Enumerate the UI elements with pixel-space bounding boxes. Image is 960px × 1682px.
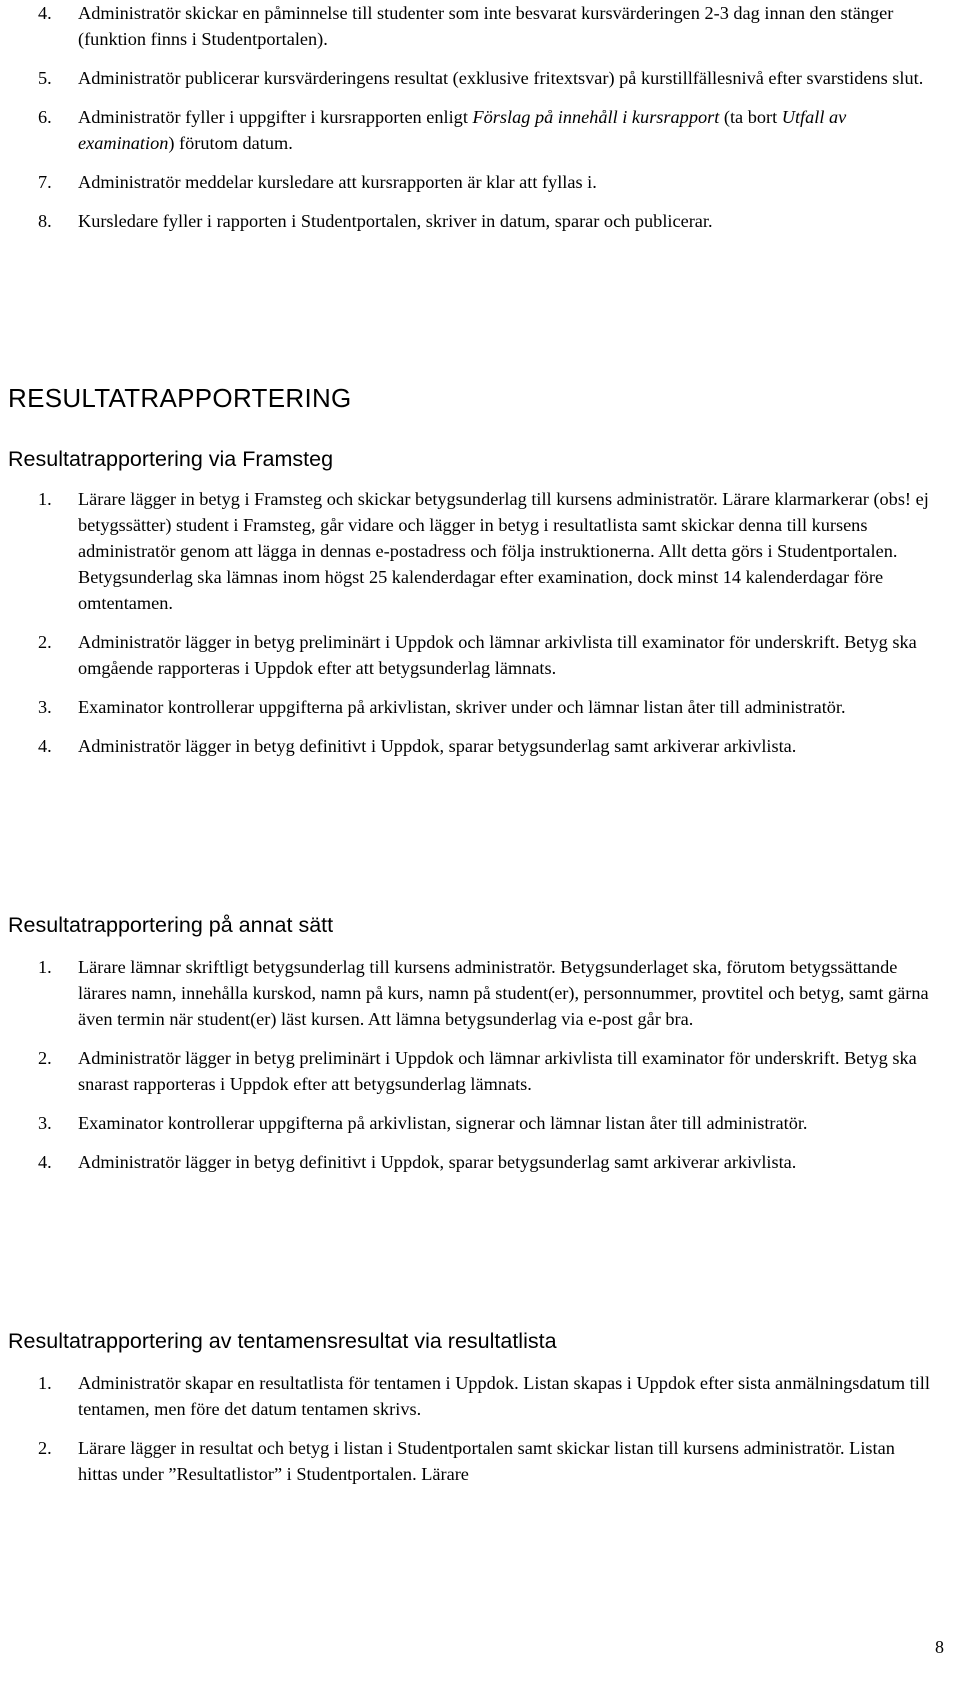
page-number: 8	[935, 1637, 944, 1657]
list-text: Administratör meddelar kursledare att kursrapporten är klar att fyllas i.	[78, 172, 597, 192]
list-text: Examinator kontrollerar uppgifterna på arkivlistan, signerar och lämnar listan åter till administratör.	[78, 1113, 808, 1133]
list-text: Examinator kontrollerar uppgifterna på arkivlistan, skriver under och lämnar listan åter till administratör.	[78, 697, 846, 717]
list-number: 1.	[38, 1373, 52, 1393]
list-number: 4.	[38, 1152, 52, 1172]
list-text-part: ) förutom datum.	[168, 133, 293, 153]
section-list-framsteg	[0, 486, 960, 772]
list-item	[0, 0, 960, 52]
list-text: Kursledare fyller i rapporten i Studentportalen, skriver in datum, sparar och publicerar.	[78, 211, 713, 231]
list-item	[0, 694, 960, 720]
list-item	[0, 733, 960, 759]
list-item	[0, 1435, 960, 1487]
section-heading-annat-satt: Resultatrapportering på annat sätt	[8, 913, 334, 937]
list-item	[0, 169, 960, 195]
list-text: Administratör lägger in betyg definitivt i Uppdok, sparar betygsunderlag samt arkiverar arkivlista.	[78, 1152, 797, 1172]
list-number: 1.	[38, 489, 52, 509]
list-text: Administratör publicerar kursvärderingens resultat (exklusive fritextsvar) på kurstillfällesnivå efter svarstidens slut.	[78, 68, 924, 88]
list-text: Lärare lägger in betyg i Framsteg och skickar betygsunderlag till kursens administratör. Lärare klarmarkerar (obs! ej betygssätter) student i Framsteg, går vidare och lägger in betyg i resultatlista samt skickar denna till kursens administratör genom att lägga in dennas e-postadress och följa instruktionerna. Allt detta görs i Studentportalen. Betygsunderlag ska lämnas inom högst 25 kalenderdagar efter examination, dock minst 14 kalenderdagar före omtentamen.	[78, 489, 929, 613]
list-item	[0, 208, 960, 234]
section-heading-resultatlista: Resultatrapportering av tentamensresultat via resultatlista	[8, 1329, 557, 1353]
list-text-part: Administratör fyller i uppgifter i kursrapporten enligt	[78, 107, 473, 127]
list-number: 6.	[38, 107, 52, 127]
list-item	[0, 629, 960, 681]
list-number: 7.	[38, 172, 52, 192]
section-heading-framsteg: Resultatrapportering via Framsteg	[8, 447, 334, 471]
list-number: 3.	[38, 697, 52, 717]
list-text-part: (ta bort	[719, 107, 782, 127]
list-text: Administratör lägger in betyg definitivt i Uppdok, sparar betygsunderlag samt arkiverar arkivlista.	[78, 736, 797, 756]
continued-list	[0, 0, 960, 247]
list-text: Administratör skickar en påminnelse till studenter som inte besvarat kursvärderingen 2-3 dag innan den stänger (funktion finns i Studentportalen).	[78, 3, 894, 49]
list-item	[0, 1110, 960, 1136]
list-text: Lärare lämnar skriftligt betygsunderlag till kursens administratör. Betygsunderlaget ska, förutom betygssättande lärares namn, innehålla kurskod, namn på kurs, namn på student(er), personnummer, provtitel och betyg, samt gärna även termin när student(er) läst kursen. Att lämna betygsunderlag via e-post går bra.	[78, 957, 929, 1029]
list-number: 4.	[38, 3, 52, 23]
list-item	[0, 104, 960, 156]
list-item	[0, 1370, 960, 1422]
list-text-italic: Utfall av examination	[78, 107, 847, 153]
list-text: Administratör lägger in betyg preliminärt i Uppdok och lämnar arkivlista till examinator för underskrift. Betyg ska snarast rapporteras i Uppdok efter att betygsunderlag lämnats.	[78, 1048, 917, 1094]
list-number: 2.	[38, 1438, 52, 1458]
list-number: 1.	[38, 957, 52, 977]
main-heading: RESULTATRAPPORTERING	[8, 383, 352, 413]
list-item	[0, 1149, 960, 1175]
list-text: Administratör skapar en resultatlista för tentamen i Uppdok. Listan skapas i Uppdok efter sista anmälningsdatum till tentamen, men före det datum tentamen skrivs.	[78, 1373, 930, 1419]
list-item	[0, 486, 960, 616]
list-text: Administratör lägger in betyg preliminärt i Uppdok och lämnar arkivlista till examinator för underskrift. Betyg ska omgående rapporteras i Uppdok efter att betygsunderlag lämnats.	[78, 632, 917, 678]
list-item	[0, 1045, 960, 1097]
list-number: 2.	[38, 1048, 52, 1068]
list-text: Lärare lägger in resultat och betyg i listan i Studentportalen samt skickar listan till kursens administratör. Listan hittas under ”Resultatlistor” i Studentportalen. Lärare	[78, 1438, 895, 1484]
list-number: 8.	[38, 211, 52, 231]
list-text-italic: Förslag på innehåll i kursrapport	[472, 107, 720, 127]
list-item	[0, 954, 960, 1032]
list-item	[0, 65, 960, 91]
section-list-annat-satt	[0, 954, 960, 1188]
section-list-resultatlista	[0, 1370, 960, 1500]
list-number: 4.	[38, 736, 52, 756]
list-number: 5.	[38, 68, 52, 88]
list-number: 2.	[38, 632, 52, 652]
list-number: 3.	[38, 1113, 52, 1133]
